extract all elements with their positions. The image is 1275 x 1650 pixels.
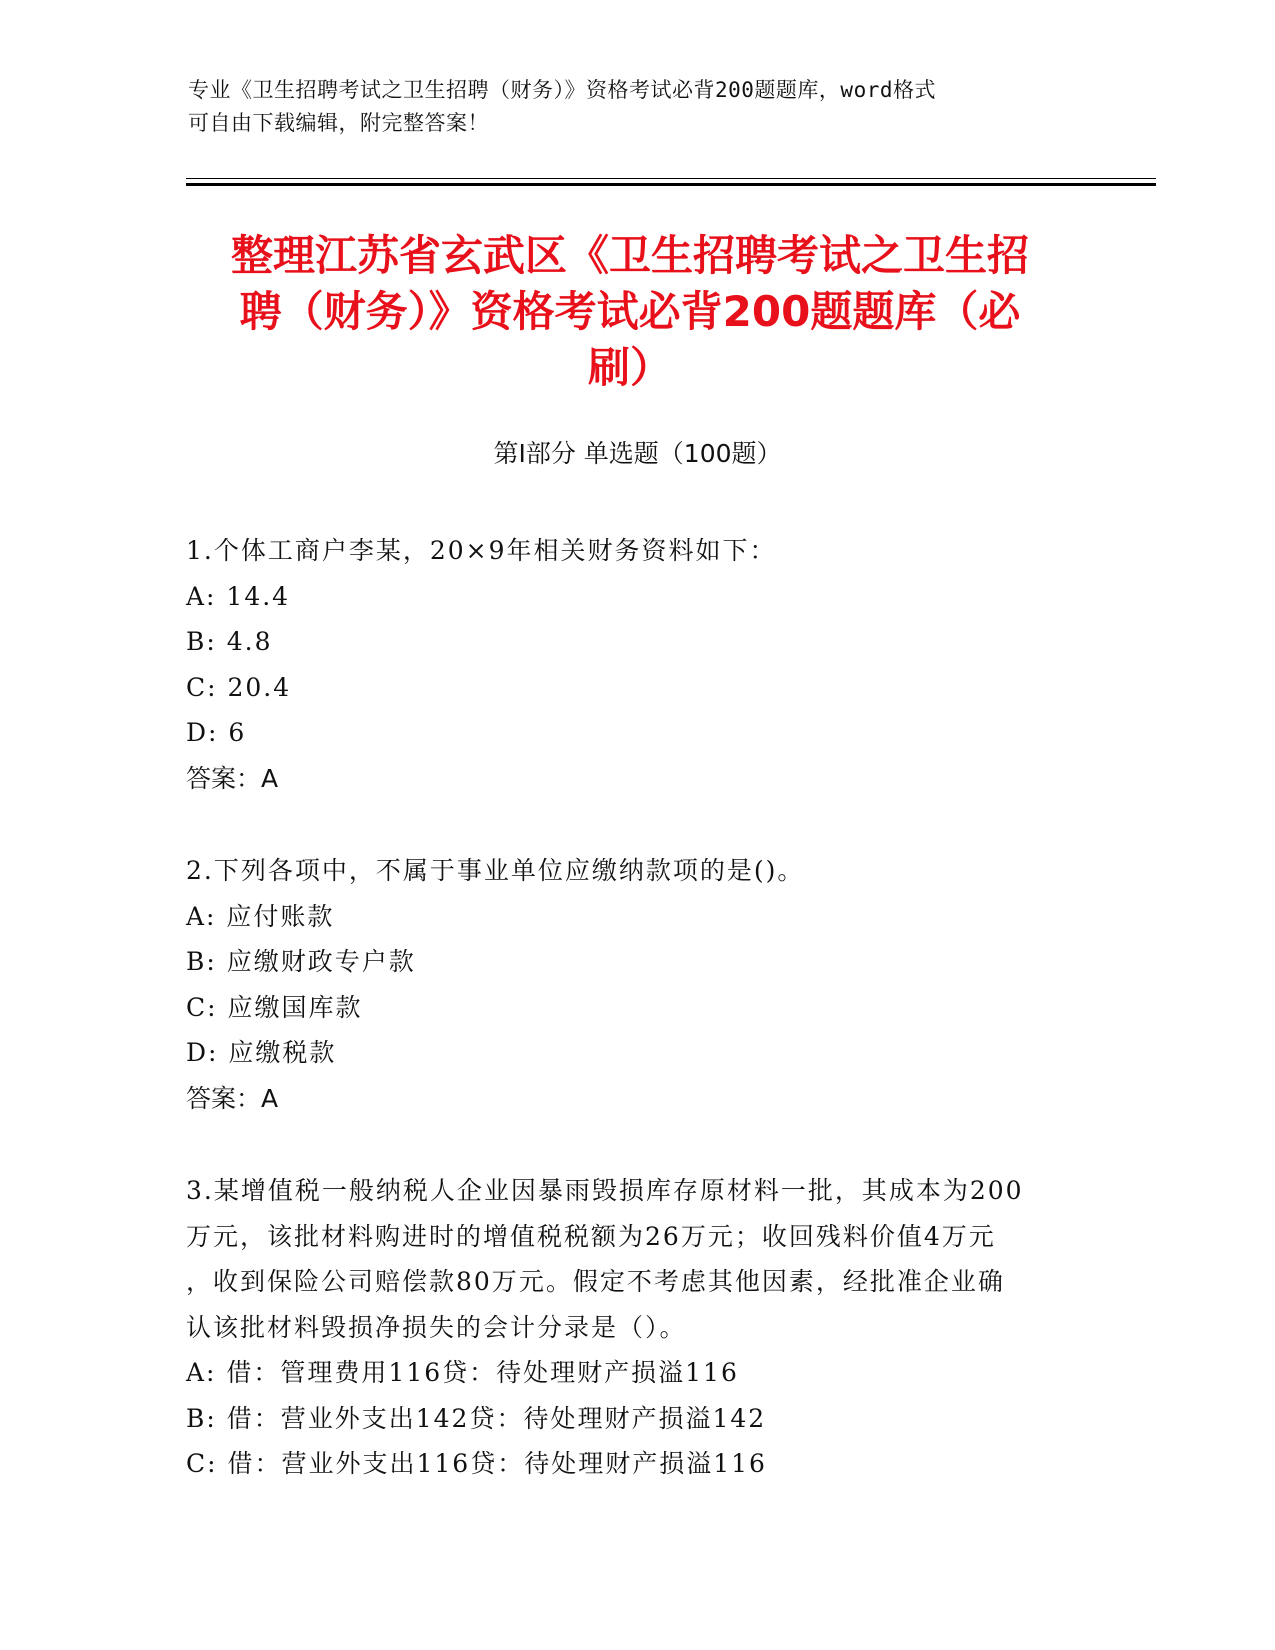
header-divider-thin [186, 178, 1156, 179]
document-title-line-2: 聘（财务）》资格考试必背200题题库（必 [239, 287, 1021, 336]
document-title-line-3: 刷） [587, 343, 672, 392]
question-stem-line-2: 万元，该批材料购进时的增值税税额为26万元；收回残料价值4万元 [186, 1221, 996, 1251]
document-title [180, 228, 1080, 396]
section-heading: 第I部分 单选题（100题） [493, 439, 782, 468]
document-title-line-1: 整理江苏省玄武区《卫生招聘考试之卫生招 [230, 231, 1029, 280]
option-a: A: 14.4 [186, 581, 291, 611]
option-d: D: 应缴税款 [186, 1038, 337, 1067]
option-d: D: 6 [186, 718, 247, 747]
option-c: C: 20.4 [186, 672, 292, 702]
option-c: C: 应缴国库款 [186, 992, 363, 1022]
question-2 [186, 848, 1086, 1121]
option-b: B: 应缴财政专户款 [186, 947, 416, 976]
question-stem-line-3: ，收到保险公司赔偿款80万元。假定不考虑其他因素，经批准企业确 [186, 1267, 1005, 1296]
option-a: A: 应付账款 [186, 901, 335, 931]
question-stem-line-1: 3.某增值税一般纳税人企业因暴雨毁损库存原材料一批，其成本为200 [186, 1176, 1024, 1205]
header-note-line-2: 可自由下载编辑，附完整答案！ [188, 111, 489, 135]
question-stem: 1.个体工商户李某，20×9年相关财务资料如下： [186, 536, 777, 565]
header-divider-thick [186, 183, 1156, 186]
option-a: A: 借：管理费用116贷：待处理财产损溢116 [186, 1358, 739, 1387]
header-note [188, 74, 1068, 140]
option-b: B: 借：营业外支出142贷：待处理财产损溢142 [186, 1403, 767, 1433]
option-c: C: 借：营业外支出116贷：待处理财产损溢116 [186, 1449, 767, 1478]
question-3 [186, 1168, 1086, 1487]
question-stem: 2.下列各项中，不属于事业单位应缴纳款项的是()。 [186, 856, 805, 885]
answer-line: 答案：A [186, 763, 279, 793]
question-1 [186, 528, 1086, 801]
answer-line: 答案：A [186, 1083, 279, 1113]
option-b: B: 4.8 [186, 627, 273, 656]
header-note-line-1: 专业《卫生招聘考试之卫生招聘（财务）》资格考试必背200题题库，word格式 [188, 78, 936, 102]
question-stem-line-4: 认该批材料毁损净损失的会计分录是（）。 [186, 1312, 687, 1342]
